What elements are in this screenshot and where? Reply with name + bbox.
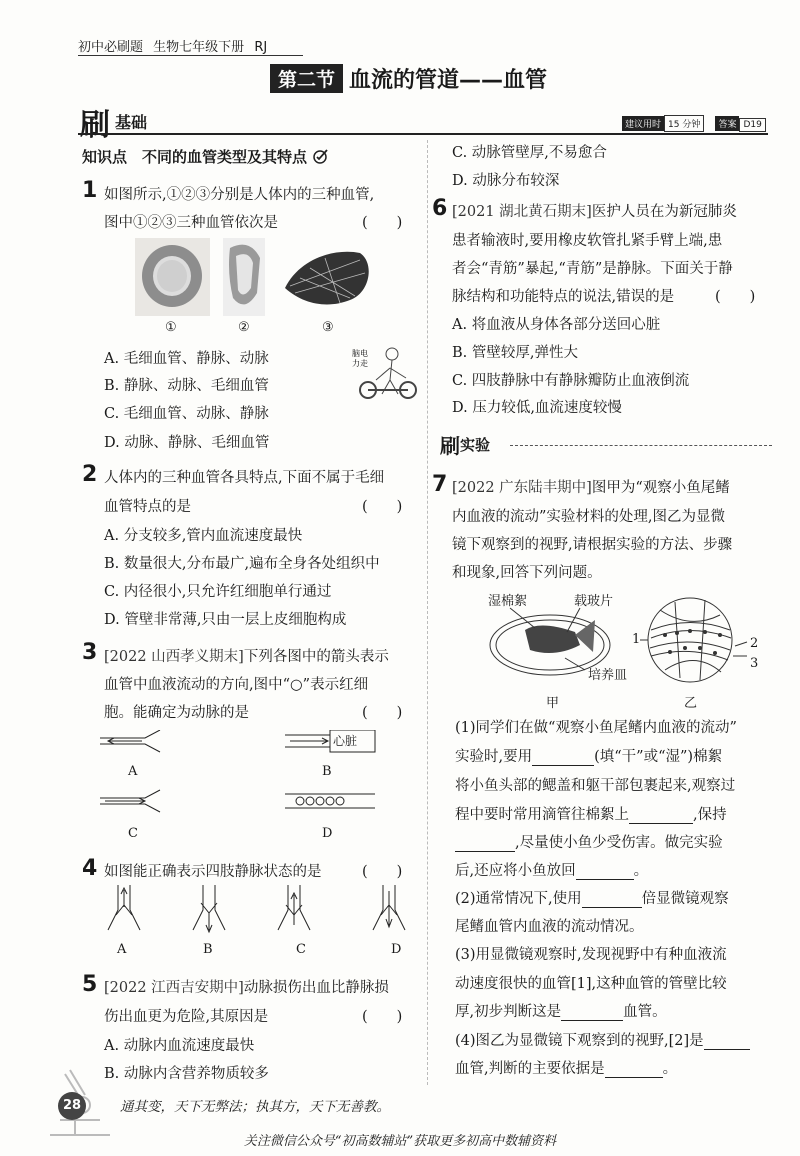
svg-text:力走: 力走 bbox=[352, 359, 368, 368]
q7-label-cotton: 湿棉絮 bbox=[488, 594, 528, 609]
q7-blank-6[interactable] bbox=[561, 1004, 623, 1021]
q7-sub2-line: 尾鳍血管内血液的流动情况。 bbox=[455, 919, 644, 935]
heading-rule bbox=[78, 133, 768, 135]
q7-label-jia: 甲 bbox=[546, 696, 560, 711]
time-value: 15 分钟 bbox=[664, 115, 704, 132]
q7-sub1-text: 。 bbox=[633, 863, 649, 879]
experiment-label: 实验 bbox=[460, 436, 491, 454]
q3-line: 胞。能确定为动脉的是 bbox=[104, 705, 249, 721]
q7-blank-3[interactable] bbox=[455, 835, 515, 852]
q7-sub1-text: ,保持 bbox=[693, 807, 727, 823]
q2-number: 2 bbox=[82, 462, 98, 487]
q6-text: 医护人员在为新冠肺炎 bbox=[591, 204, 737, 220]
q5-text: 动脉损伤出血比静脉损 bbox=[243, 980, 389, 996]
q6-option: B. 管壁较厚,弹性大 bbox=[452, 345, 578, 361]
q6-line: 患者输液时,要用橡皮软管扎紧手臂上端,患 bbox=[452, 233, 723, 249]
answer-label: 答案 bbox=[715, 116, 739, 131]
edition: RJ bbox=[254, 40, 268, 55]
q5-option: B. 动脉内含营养物质较多 bbox=[104, 1066, 269, 1082]
q3-option-label: B bbox=[322, 764, 332, 779]
q3-number: 3 bbox=[82, 640, 98, 665]
q6-option: C. 四肢静脉中有静脉瓣防止血液倒流 bbox=[452, 373, 690, 389]
knowledge-point-text: 知识点 不同的血管类型及其特点 bbox=[82, 148, 308, 166]
pen-check-icon bbox=[312, 148, 330, 168]
q7-sub3-line bbox=[455, 1000, 667, 1021]
q7-label-yi: 乙 bbox=[684, 696, 698, 711]
q7-line: 内血液的流动”实验材料的处理,图乙为显微 bbox=[452, 509, 726, 525]
q3-source: [2022 山西孝义期末] bbox=[104, 649, 244, 665]
q5-line bbox=[104, 976, 389, 997]
q7-sub3-line: (3)用显微镜观察时,发现视野中有种血液流 bbox=[455, 947, 727, 963]
q4-figure bbox=[100, 885, 430, 944]
q3-option-label: D bbox=[322, 826, 333, 841]
q7-sub1-text: (填“干”或“湿”)棉絮 bbox=[594, 749, 723, 765]
q1-vessel-figure bbox=[135, 238, 380, 322]
q7-line: 和现象,回答下列问题。 bbox=[452, 565, 602, 581]
q1-fig-label: ① bbox=[165, 320, 177, 335]
q7-sub2-text: (2)通常情况下,使用 bbox=[455, 891, 582, 907]
q7-blank-4[interactable] bbox=[576, 863, 634, 880]
q7-sub1-text: 程中要时常用滴管往棉絮上 bbox=[455, 807, 629, 823]
q1-option: D. 动脉、静脉、毛细血管 bbox=[104, 435, 270, 451]
q3-option-label: C bbox=[128, 826, 138, 841]
q7-blank-7[interactable] bbox=[704, 1033, 750, 1050]
q7-sub1-text: 实验时,要用 bbox=[455, 749, 533, 765]
q7-sub1-text: ,尽量使小鱼少受伤害。做完实验 bbox=[515, 835, 723, 851]
header-rule bbox=[78, 55, 303, 56]
q6-option: A. 将血液从身体各部分送回心脏 bbox=[452, 317, 661, 333]
q6-line bbox=[452, 200, 737, 221]
q5-option: D. 动脉分布较深 bbox=[452, 173, 560, 189]
q1-line: 图中①②③三种血管依次是 bbox=[104, 215, 278, 231]
q7-sub1-line bbox=[455, 859, 648, 880]
q3-text: 下列各图中的箭头表示 bbox=[243, 649, 389, 665]
q3-line bbox=[104, 645, 389, 666]
q7-sub1-line: (1)同学们在做“观察小鱼尾鳍内血液的流动” bbox=[455, 720, 737, 736]
knowledge-point-heading bbox=[82, 146, 330, 168]
q3-option-label: A bbox=[128, 764, 138, 779]
q2-option: A. 分支较多,管内血流速度最快 bbox=[104, 528, 303, 544]
q1-fig-label: ③ bbox=[322, 320, 334, 335]
q1-answer-paren: ( ) bbox=[362, 215, 403, 231]
q4-answer-paren: ( ) bbox=[362, 864, 403, 880]
q5-source: [2022 江西吉安期中] bbox=[104, 980, 244, 996]
section-title bbox=[270, 63, 547, 93]
q7-text: 图甲为“观察小鱼尾鳍 bbox=[591, 480, 730, 496]
q4-option-label: A bbox=[117, 942, 127, 957]
q7-blank-8[interactable] bbox=[605, 1061, 663, 1078]
q7-sub4-text: (4)图乙为显微镜下观察到的视野,[2]是 bbox=[455, 1033, 704, 1049]
q7-sub3-line: 动速度很快的血管[1],这种血管的管壁比较 bbox=[455, 976, 727, 992]
series-name: 初中必刷题 bbox=[78, 40, 144, 55]
q1-fig-label: ② bbox=[238, 320, 250, 335]
answer-page: D19 bbox=[739, 118, 765, 132]
q1-option: C. 毛细血管、动脉、静脉 bbox=[104, 406, 269, 422]
book-name: 生物七年级下册 bbox=[153, 40, 245, 55]
q7-label-1: 1 bbox=[632, 632, 641, 647]
time-badge bbox=[622, 112, 766, 132]
q4-line: 如图能正确表示四肢静脉状态的是 bbox=[104, 864, 322, 880]
q7-blank-5[interactable] bbox=[582, 891, 642, 908]
q7-blank-2[interactable] bbox=[629, 807, 693, 824]
q7-label-dish: 培养皿 bbox=[588, 668, 628, 683]
q7-sub4-text: 。 bbox=[662, 1061, 678, 1077]
q7-label-2: 2 bbox=[750, 636, 759, 651]
q2-option: B. 数量很大,分布最广,遍布全身各处组织中 bbox=[104, 556, 380, 572]
q5-option: A. 动脉内血流速度最快 bbox=[104, 1038, 255, 1054]
q7-sub1-line: 将小鱼头部的鳃盖和躯干部包裹起来,观察过 bbox=[455, 778, 736, 794]
brush-glyph: 刷 bbox=[80, 108, 110, 143]
q6-source: [2021 湖北黄石期末] bbox=[452, 204, 592, 220]
q7-sub2-line bbox=[455, 887, 729, 908]
q1-option: A. 毛细血管、静脉、动脉 bbox=[104, 351, 269, 367]
q7-sub4-text: 血管,判断的主要依据是 bbox=[455, 1061, 605, 1077]
q7-sub4-line bbox=[455, 1057, 677, 1078]
q7-number: 7 bbox=[432, 472, 448, 497]
heart-label: 心脏 bbox=[333, 734, 358, 748]
q7-label-3: 3 bbox=[750, 656, 759, 671]
footer-notice: 关注微信公众号“初高数辅站”获取更多初高中数辅资料 bbox=[243, 1134, 557, 1149]
q7-sub1-line bbox=[455, 803, 727, 824]
q7-sub4-line bbox=[455, 1029, 750, 1050]
q2-line: 人体内的三种血管各具特点,下面不属于毛细 bbox=[104, 470, 385, 486]
q7-sub1-text: 后,还应将小鱼放回 bbox=[455, 863, 576, 879]
q7-source: [2022 广东陆丰期中] bbox=[452, 480, 592, 496]
q6-answer-paren: ( ) bbox=[715, 289, 756, 305]
cartoon-figure bbox=[350, 342, 420, 411]
q7-sub1-line bbox=[455, 745, 722, 766]
q7-sub3-text: 血管。 bbox=[623, 1004, 667, 1020]
q6-line: 脉结构和功能特点的说法,错误的是 bbox=[452, 289, 675, 305]
q7-line bbox=[452, 476, 730, 497]
q1-option: B. 静脉、动脉、毛细血管 bbox=[104, 378, 269, 394]
experiment-brush: 刷 bbox=[440, 434, 460, 458]
basics-label: 基础 bbox=[115, 113, 148, 132]
q7-blank-1[interactable] bbox=[532, 749, 594, 766]
q2-answer-paren: ( ) bbox=[362, 499, 403, 515]
q4-option-label: B bbox=[203, 942, 213, 957]
q7-label-slide: 载玻片 bbox=[574, 594, 614, 609]
q5-answer-paren: ( ) bbox=[362, 1009, 403, 1025]
q6-option: D. 压力较低,血流速度较慢 bbox=[452, 400, 622, 416]
q7-line: 镜下观察到的视野,请根据实验的方法、步骤 bbox=[452, 537, 733, 553]
q4-option-label: C bbox=[296, 942, 306, 957]
experiment-rule bbox=[510, 445, 772, 446]
running-header bbox=[78, 36, 273, 55]
section-tag: 第二节 bbox=[270, 64, 343, 93]
q7-sub1-line bbox=[455, 831, 723, 852]
q4-option-label: D bbox=[391, 942, 402, 957]
q1-number: 1 bbox=[82, 178, 98, 203]
q2-line: 血管特点的是 bbox=[104, 499, 191, 515]
q6-line: 者会“青筋”暴起,“青筋”是静脉。下面关于静 bbox=[452, 261, 733, 277]
section-heading: 血流的管道——血管 bbox=[349, 67, 548, 93]
page-number: 28 bbox=[58, 1092, 86, 1120]
q3-line: 血管中血液流动的方向,图中“○”表示红细 bbox=[104, 677, 369, 693]
q1-line: 如图所示,①②③分别是人体内的三种血管, bbox=[104, 187, 375, 203]
q4-number: 4 bbox=[82, 856, 98, 881]
time-label: 建议用时 bbox=[622, 116, 664, 131]
q2-option: D. 管壁非常薄,只由一层上皮细胞构成 bbox=[104, 612, 347, 628]
q5-number: 5 bbox=[82, 972, 98, 997]
q7-sub3-text: 厚,初步判断这是 bbox=[455, 1004, 562, 1020]
q3-answer-paren: ( ) bbox=[362, 705, 403, 721]
q5-line: 伤出血更为危险,其原因是 bbox=[104, 1009, 269, 1025]
footer-motto: 通其变，天下无弊法；执其方，天下无善教。 bbox=[120, 1099, 390, 1115]
svg-text:脑电: 脑电 bbox=[352, 349, 368, 358]
q2-option: C. 内径很小,只允许红细胞单行通过 bbox=[104, 584, 332, 600]
q7-sub2-text: 倍显微镜观察 bbox=[641, 891, 729, 907]
q6-number: 6 bbox=[432, 196, 448, 221]
q5-option: C. 动脉管壁厚,不易愈合 bbox=[452, 145, 607, 161]
